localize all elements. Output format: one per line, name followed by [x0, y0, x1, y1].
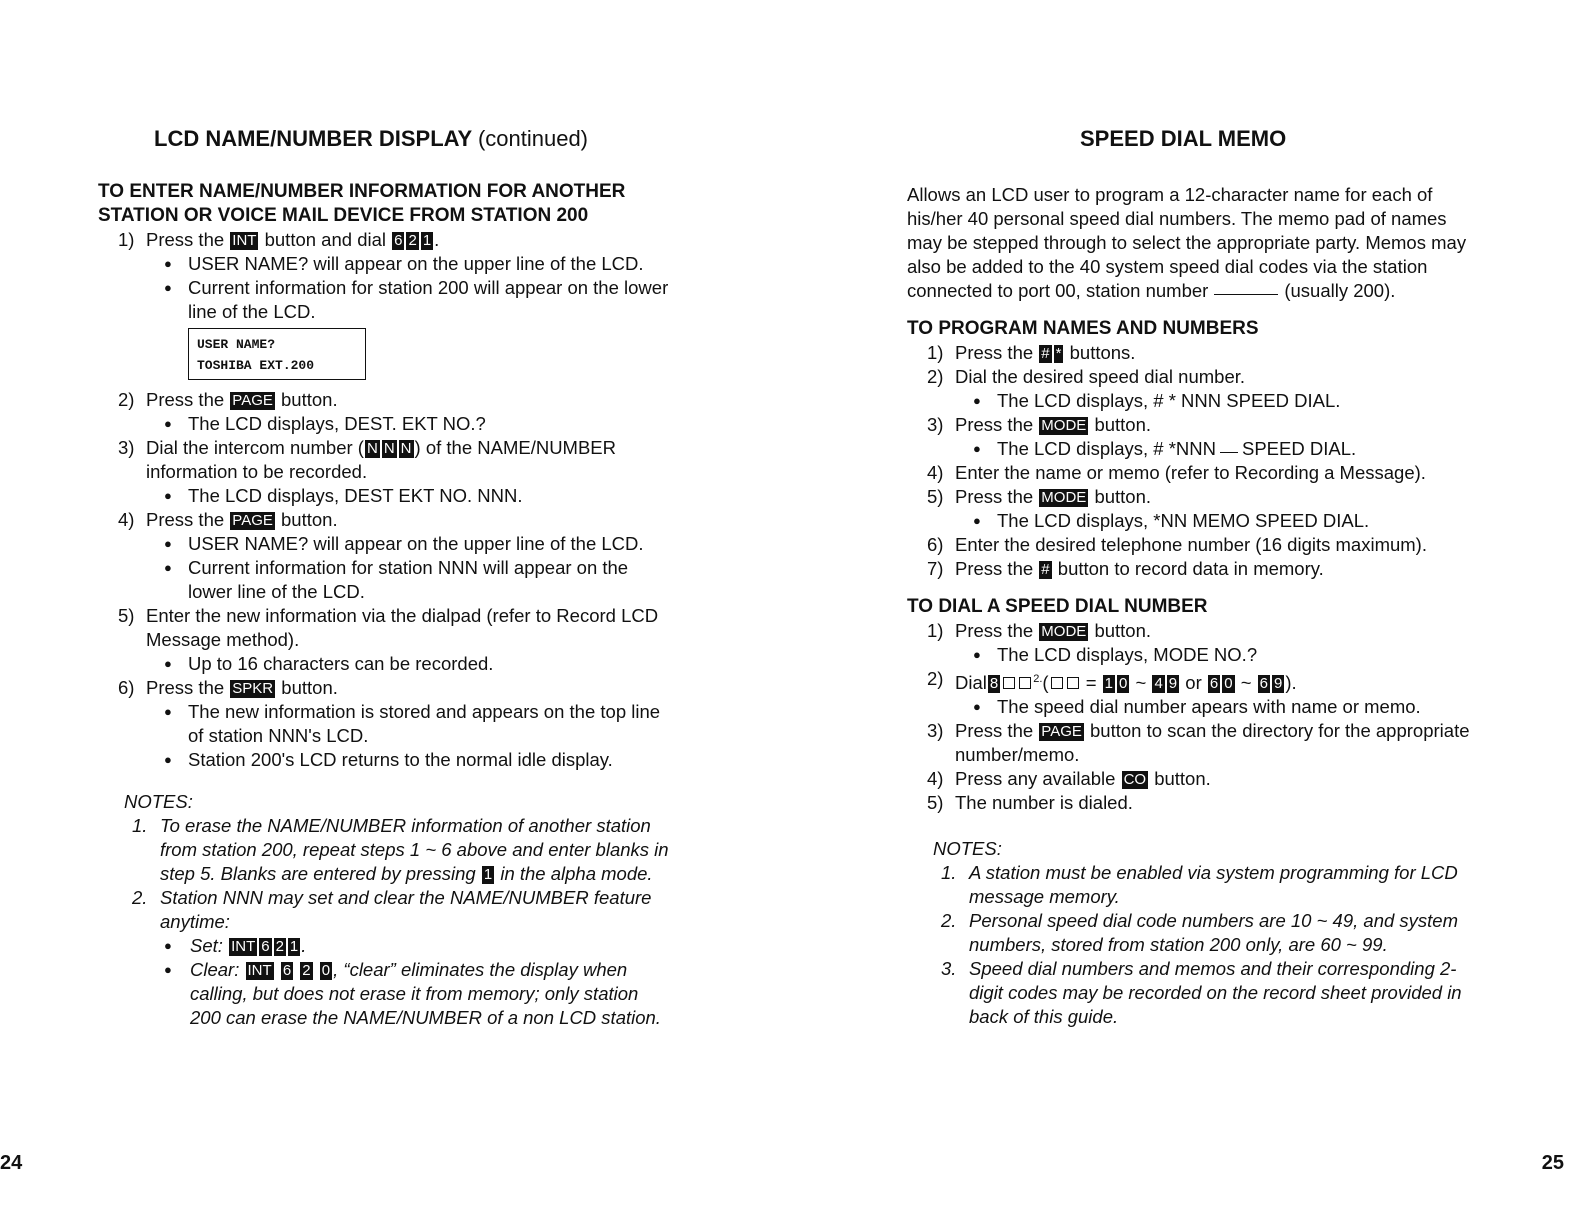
step-number: 4) — [927, 768, 944, 790]
step-text: button and dial — [264, 229, 386, 250]
step-6 — [98, 676, 670, 700]
page-key-icon: PAGE — [232, 512, 273, 529]
digit-key-icon: 6 — [282, 962, 292, 979]
mode-key-icon: MODE — [1041, 489, 1087, 506]
step-number: 3) — [927, 414, 944, 435]
step-number: 2) — [927, 668, 944, 689]
step-text: button. — [1094, 486, 1152, 507]
prog-step-3 — [907, 413, 1477, 437]
prog-step-6 — [907, 533, 1477, 557]
section-heading-program: TO PROGRAM NAMES AND NUMBERS — [907, 318, 1259, 339]
note-3 — [907, 957, 1477, 1029]
prog-step-2 — [907, 365, 1477, 389]
note-number: 3. — [941, 958, 957, 980]
step-number: 1) — [927, 620, 944, 641]
step-1 — [98, 228, 670, 252]
bullet: ● The LCD displays, # * NNN SPEED DIAL. — [907, 389, 1477, 413]
step-2 — [98, 388, 670, 412]
step-number: 3) — [118, 437, 135, 458]
bullet-text: The LCD displays, # *NNN — [997, 438, 1216, 459]
note-number: 2. — [132, 887, 148, 908]
digit-key-icon: 6 — [394, 232, 403, 249]
page-title-left — [154, 126, 588, 152]
n-key-icon: N — [383, 440, 395, 457]
digit-key-icon: 6 — [1259, 675, 1268, 693]
dial-step-2: 2) Dial 8 $^{2.}$( = 1 0 ~ 4 9 or 6 0 ~ 6 9 ). — [927, 668, 1297, 694]
step-text: Press the — [955, 414, 1034, 435]
page-key-icon: PAGE — [1041, 723, 1082, 741]
lcd-display-box — [188, 328, 366, 380]
step-3 — [98, 436, 670, 484]
page-number-right: 25 — [1541, 1152, 1564, 1174]
step-text: button. — [1094, 620, 1152, 641]
punct: . — [434, 229, 440, 250]
notes-heading: NOTES: — [124, 791, 193, 812]
dial-step-3 — [907, 719, 1477, 767]
intro-text: (usually 200). — [1284, 280, 1396, 301]
prog-step-4 — [907, 461, 1477, 485]
bullet: ● The speed dial number apears with name or memo. — [907, 695, 1477, 719]
spkr-key-icon: SPKR — [232, 680, 274, 697]
step-text: Press the — [146, 229, 225, 250]
digit-key-icon: 9 — [1168, 675, 1178, 693]
digit-key-icon: 9 — [1274, 675, 1283, 693]
co-key-icon: CO — [1123, 771, 1147, 789]
step-text: button. — [281, 677, 338, 698]
bullet: ● USER NAME? will appear on the upper line of the LCD. — [98, 252, 670, 276]
digit-key-icon: 6 — [261, 938, 270, 955]
step-text: Enter the desired telephone number (16 digits maximum). — [955, 534, 1427, 555]
step-text: Press the — [146, 677, 225, 698]
step-number: 4) — [118, 509, 135, 530]
dial-step-4 — [907, 767, 1477, 791]
step-text: ) of the NAME/NUMBER information to be recorded. — [146, 437, 617, 482]
step-text: The number is dialed. — [955, 792, 1133, 814]
note-bullet-clear — [98, 958, 670, 1030]
note-text: Personal speed dial code numbers are 10 ~ 49, and system numbers, stored from station 200 only, are 60 ~ 99. — [969, 910, 1459, 956]
bullet: ● The LCD displays, DEST. EKT NO.? — [98, 412, 670, 436]
section-heading-dial: TO DIAL A SPEED DIAL NUMBER — [907, 596, 1208, 617]
bullet: ● Current information for station NNN will appear on the lower line of the LCD. — [98, 556, 670, 604]
int-key-icon: INT — [247, 962, 272, 979]
step-number: 6) — [118, 677, 135, 698]
bullet: ● The new information is stored and appears on the top line of station NNN's LCD. — [98, 700, 670, 748]
bullet: ● The LCD displays, *NN MEMO SPEED DIAL. — [907, 509, 1477, 533]
step-number: 5) — [927, 792, 944, 814]
placeholder-box-icon — [1067, 677, 1079, 689]
set-label: Set: — [190, 935, 223, 956]
step-text: Dial the desired speed dial number. — [955, 366, 1246, 387]
page-number-left: 24 — [0, 1152, 23, 1174]
note-bullet-set: ● Set: INT 6 2 1 . — [98, 934, 670, 958]
int-key-icon: INT — [231, 938, 256, 955]
bullet: ● Up to 16 characters can be recorded. — [98, 652, 670, 676]
star-key-icon: * — [1055, 345, 1062, 362]
step-text: Press the — [955, 342, 1034, 363]
bullet: ● The LCD displays, MODE NO.? — [907, 643, 1477, 667]
right-content — [907, 183, 1477, 1029]
step-text: Dial the intercom number ( — [146, 437, 364, 458]
note-number: 1. — [941, 862, 957, 884]
step-number: 1) — [927, 342, 944, 363]
step-text: Dial — [955, 672, 987, 694]
note-number: 2. — [941, 910, 957, 932]
intro-paragraph — [907, 183, 1477, 303]
note-text: in the alpha mode. — [500, 863, 653, 884]
superscript: 2. — [1033, 673, 1043, 685]
clear-label: Clear: — [190, 959, 240, 980]
step-number: 2) — [927, 366, 944, 387]
notes-heading: NOTES: — [933, 838, 1002, 860]
step-5 — [98, 604, 670, 652]
title-suffix: (continued) — [477, 126, 589, 151]
clear-text: , “clear” eliminates the display when calling, but does not erase it from memory; only station 200 can erase the NAME/NUMBER of a non LCD station. — [190, 959, 661, 1028]
blank-line — [1214, 294, 1278, 295]
prog-step-5 — [907, 485, 1477, 509]
digit-key-icon: 2 — [408, 232, 417, 249]
step-text: Press the — [955, 558, 1034, 579]
left-content — [98, 180, 670, 1030]
step-number: 7) — [927, 558, 944, 579]
intro-text: Allows an LCD user to program a 12-character name for each of his/her 40 personal speed dial numbers. The memo pad of names may be stepped through to select the appropriate party. Memos may also be added to the 40 system speed dial codes via the station connected to port 00, station number — [907, 184, 1467, 301]
note-2 — [98, 886, 670, 934]
bullet — [907, 437, 1477, 461]
int-key-icon: INT — [232, 232, 257, 249]
note-2 — [907, 909, 1477, 957]
n-key-icon: N — [366, 440, 378, 457]
step-text: button. — [1094, 414, 1152, 435]
digit-key-icon: 1 — [1104, 675, 1114, 693]
step-number: 4) — [927, 462, 944, 483]
step-text: button. — [281, 509, 338, 530]
step-4 — [98, 508, 670, 532]
hash-key-icon: # — [1041, 345, 1050, 362]
step-text: button to record data in memory. — [1057, 558, 1324, 579]
step-number: 5) — [118, 605, 135, 626]
digit-key-icon: 2 — [275, 938, 284, 955]
placeholder-box-icon — [1003, 677, 1015, 689]
placeholder-box-icon — [1051, 677, 1063, 689]
note-text: Station NNN may set and clear the NAME/NUMBER feature anytime: — [160, 887, 652, 932]
step-text: buttons. — [1069, 342, 1136, 363]
note-text: To erase the NAME/NUMBER information of another station from station 200, repeat steps 1 ~ 6 above and enter blanks in step 5. Blanks are entered by pressing — [160, 815, 669, 884]
step-text: Press the — [955, 620, 1034, 641]
bullet: ● USER NAME? will appear on the upper line of the LCD. — [98, 532, 670, 556]
bullet: ● Station 200's LCD returns to the normal idle display. — [98, 748, 670, 772]
step-text: button to scan the directory for the appropriate number/memo. — [955, 720, 1470, 766]
right-page — [797, 0, 1594, 1227]
note-text: A station must be enabled via system programming for LCD message memory. — [969, 862, 1458, 908]
note-number: 1. — [132, 815, 148, 836]
n-key-icon: N — [400, 440, 412, 457]
step-text: Press any available — [955, 768, 1116, 790]
step-text: button. — [1154, 768, 1211, 790]
step-number: 6) — [927, 534, 944, 555]
step-text: Enter the new information via the dialpad (refer to Record LCD Message method). — [146, 605, 659, 650]
page-title-right: SPEED DIAL MEMO — [1080, 126, 1287, 151]
step-text: Press the — [955, 486, 1034, 507]
step-text: Enter the name or memo (refer to Recording a Message). — [955, 462, 1426, 483]
digit-key-icon: 8 — [989, 675, 999, 693]
placeholder-box-icon — [1019, 677, 1031, 689]
digit-key-icon: 4 — [1154, 675, 1163, 693]
digit-key-icon: 1 — [422, 232, 432, 249]
bullet-text: SPEED DIAL. — [1242, 438, 1357, 459]
digit-key-icon: 6 — [1209, 675, 1219, 693]
tilde: ~ — [1240, 672, 1252, 694]
step-number: 5) — [927, 486, 944, 507]
lcd-line-1: USER NAME? — [197, 337, 276, 352]
blank-line — [1220, 452, 1238, 453]
page-key-icon: PAGE — [232, 392, 273, 409]
digit-key-icon: 0 — [1119, 675, 1128, 693]
step-number: 1) — [118, 229, 135, 250]
note-1 — [98, 814, 670, 886]
digit-key-icon: 1 — [483, 866, 493, 883]
digit-key-icon: 0 — [321, 962, 331, 979]
step-text: Press the — [146, 389, 225, 410]
title-text: LCD NAME/NUMBER DISPLAY — [154, 126, 472, 151]
step-text: Press the — [146, 509, 225, 530]
note-text: Speed dial numbers and memos and their corresponding 2-digit codes may be recorded on the record sheet provided in back of this guide. — [969, 958, 1462, 1028]
section-heading-enter: TO ENTER NAME/NUMBER INFORMATION FOR ANOTHER STATION OR VOICE MAIL DEVICE FROM STATION 200 — [98, 181, 626, 226]
equals: = — [1085, 672, 1097, 694]
step-number: 3) — [927, 720, 944, 742]
prog-step-7 — [907, 557, 1477, 581]
hash-key-icon: # — [1041, 561, 1050, 578]
step-number: 2) — [118, 389, 135, 410]
lcd-line-2: TOSHIBA EXT.200 — [197, 358, 315, 373]
digit-key-icon: 1 — [289, 938, 299, 955]
dial-step-5 — [907, 791, 1477, 815]
tilde: ~ — [1135, 672, 1147, 694]
dial-step-1 — [907, 619, 1477, 643]
note-1 — [907, 861, 1477, 909]
step-text: button. — [281, 389, 338, 410]
mode-key-icon: MODE — [1041, 417, 1087, 434]
bullet: ● The LCD displays, DEST EKT NO. NNN. — [98, 484, 670, 508]
mode-key-icon: MODE — [1041, 623, 1087, 640]
digit-key-icon: 2 — [302, 962, 311, 979]
or-text: or — [1185, 672, 1202, 694]
digit-key-icon: 0 — [1224, 675, 1233, 693]
prog-step-1 — [907, 341, 1477, 365]
bullet: ● Current information for station 200 will appear on the lower line of the LCD. — [98, 276, 670, 324]
step-text: Press the — [955, 720, 1034, 742]
